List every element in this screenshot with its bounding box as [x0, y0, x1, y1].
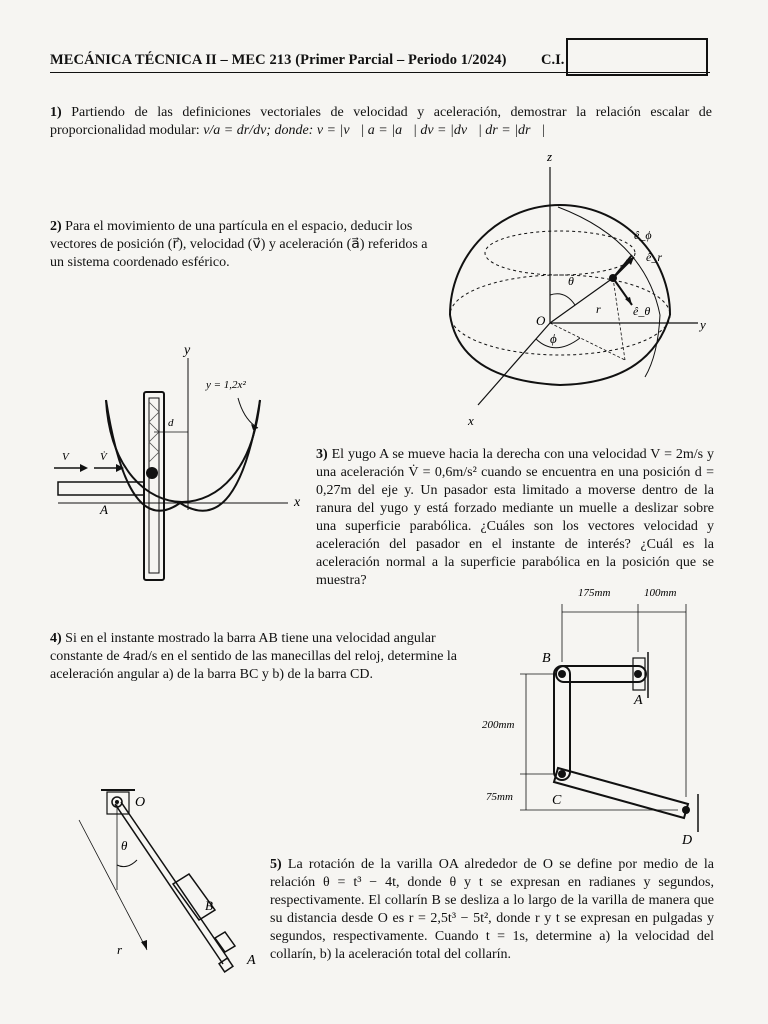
question-1-text: Partiendo de las definiciones vectoriales de velocidad y aceleración, demostrar la relación escalar de proporcionalidad modular:	[50, 105, 713, 138]
ci-input-box[interactable]	[566, 38, 708, 76]
exam-title: MECÁNICA TÉCNICA II – MEC 213 (Primer Parcial – Periodo 1/2024)	[50, 52, 507, 68]
question-5	[270, 856, 714, 964]
question-4-number: 4)	[50, 631, 62, 646]
rod-theta-label: θ	[121, 838, 128, 853]
question-2-number: 2)	[50, 219, 62, 234]
question-3	[316, 446, 714, 590]
question-1-definitions: ; donde: v = |v⃗| a = |a⃗| dv = |dv⃗| dr = |dr⃗|	[266, 123, 546, 138]
yoke-label-A: A	[100, 502, 108, 517]
origin-label: O	[536, 313, 546, 328]
joint-label-A: A	[634, 693, 643, 708]
dimension-175mm: 175mm	[578, 587, 611, 599]
rod-end-label-A: A	[247, 953, 256, 968]
r-vector-label: r⃗	[596, 302, 611, 316]
pivot-label-O: O	[135, 795, 146, 810]
question-3-number: 3)	[316, 447, 328, 462]
yoke-x-axis-label: x	[294, 495, 301, 510]
question-2-text: Para el movimiento de una partícula en el espacio, deducir los vectores de posición (r⃗), velocidad (v⃗) y aceleración (a⃗) referidos a un sistema coordenado esférico.	[50, 219, 428, 270]
theta-label: θ	[568, 274, 574, 288]
phi-label: ϕ	[550, 331, 557, 346]
y-axis-label: y	[700, 317, 706, 332]
dimension-100mm: 100mm	[644, 587, 677, 599]
header-underline	[50, 72, 710, 73]
joint-label-D: D	[682, 833, 693, 848]
question-3-text: El yugo A se mueve hacia la derecha con una velocidad V = 2m/s y una aceleración V̇ = 0,6m/s² cuando se encuentra en una posición d = 0,27m del eje y. Un pasador esta limitado a moverse dentro de la ranura del yugo y está forzado mediante un muelle a deslizar sobre una superficie parabólica. ¿Cuáles son los vectores velocidad y aceleración del pasador en el instante de interés? ¿Cuál es la aceleración normal a la superficie parabólica en la posición que se muestra?	[316, 447, 715, 588]
ci-label: C.I.	[541, 52, 565, 68]
collar-label-B: B	[205, 898, 213, 913]
z-axis-label: z	[547, 149, 553, 164]
yoke-parabola-figure	[48, 340, 318, 590]
distance-label-r: r	[117, 942, 123, 957]
question-4-text: Si en el instante mostrado la barra AB tiene una velocidad angular constante de 4rad/s en el sentido de las manecillas del reloj, determine la aceleración angular a) de la barra BC y b) de la barra CD.	[50, 631, 458, 682]
question-1-formula: v/a = dr/dv	[203, 123, 267, 138]
e-phi-label: ê_ϕ	[634, 228, 652, 242]
x-axis-label: x	[468, 413, 474, 428]
question-4	[50, 630, 470, 684]
question-5-text: La rotación de la varilla OA alrededor de O se define por medio de la relación θ = t³ − 4t, donde θ y t se expresan en radianes y segundos, respectivamente. El collarín B se desliza a lo largo de la varilla de manera que su distancia desde O es r = 2,5t³ − 5t², donde r y t se expresan en pulgadas y segundos, respectivamente. Cuando t = 1s, determine a) la velocidad del collarín, b) la aceleración total del collarín.	[270, 857, 715, 962]
parabola-equation: y = 1,2x²	[206, 379, 246, 391]
acceleration-label: V̇	[100, 451, 107, 463]
dimension-75mm: 75mm	[486, 791, 513, 803]
question-1-number: 1)	[50, 105, 62, 120]
dimension-d: d	[168, 417, 174, 429]
velocity-label: V	[62, 451, 69, 463]
e-theta-label: ê_θ	[633, 304, 651, 318]
joint-label-B: B	[542, 651, 551, 666]
question-1	[50, 104, 712, 140]
joint-label-C: C	[552, 793, 562, 808]
spherical-coordinates-figure	[420, 145, 720, 435]
e-r-label: ê_r	[646, 250, 662, 264]
dimension-200mm: 200mm	[482, 719, 515, 731]
four-bar-linkage-figure	[478, 582, 728, 852]
question-5-number: 5)	[270, 857, 282, 872]
question-2	[50, 218, 440, 272]
rotating-rod-figure	[55, 780, 270, 980]
yoke-y-axis-label: y	[184, 343, 191, 358]
